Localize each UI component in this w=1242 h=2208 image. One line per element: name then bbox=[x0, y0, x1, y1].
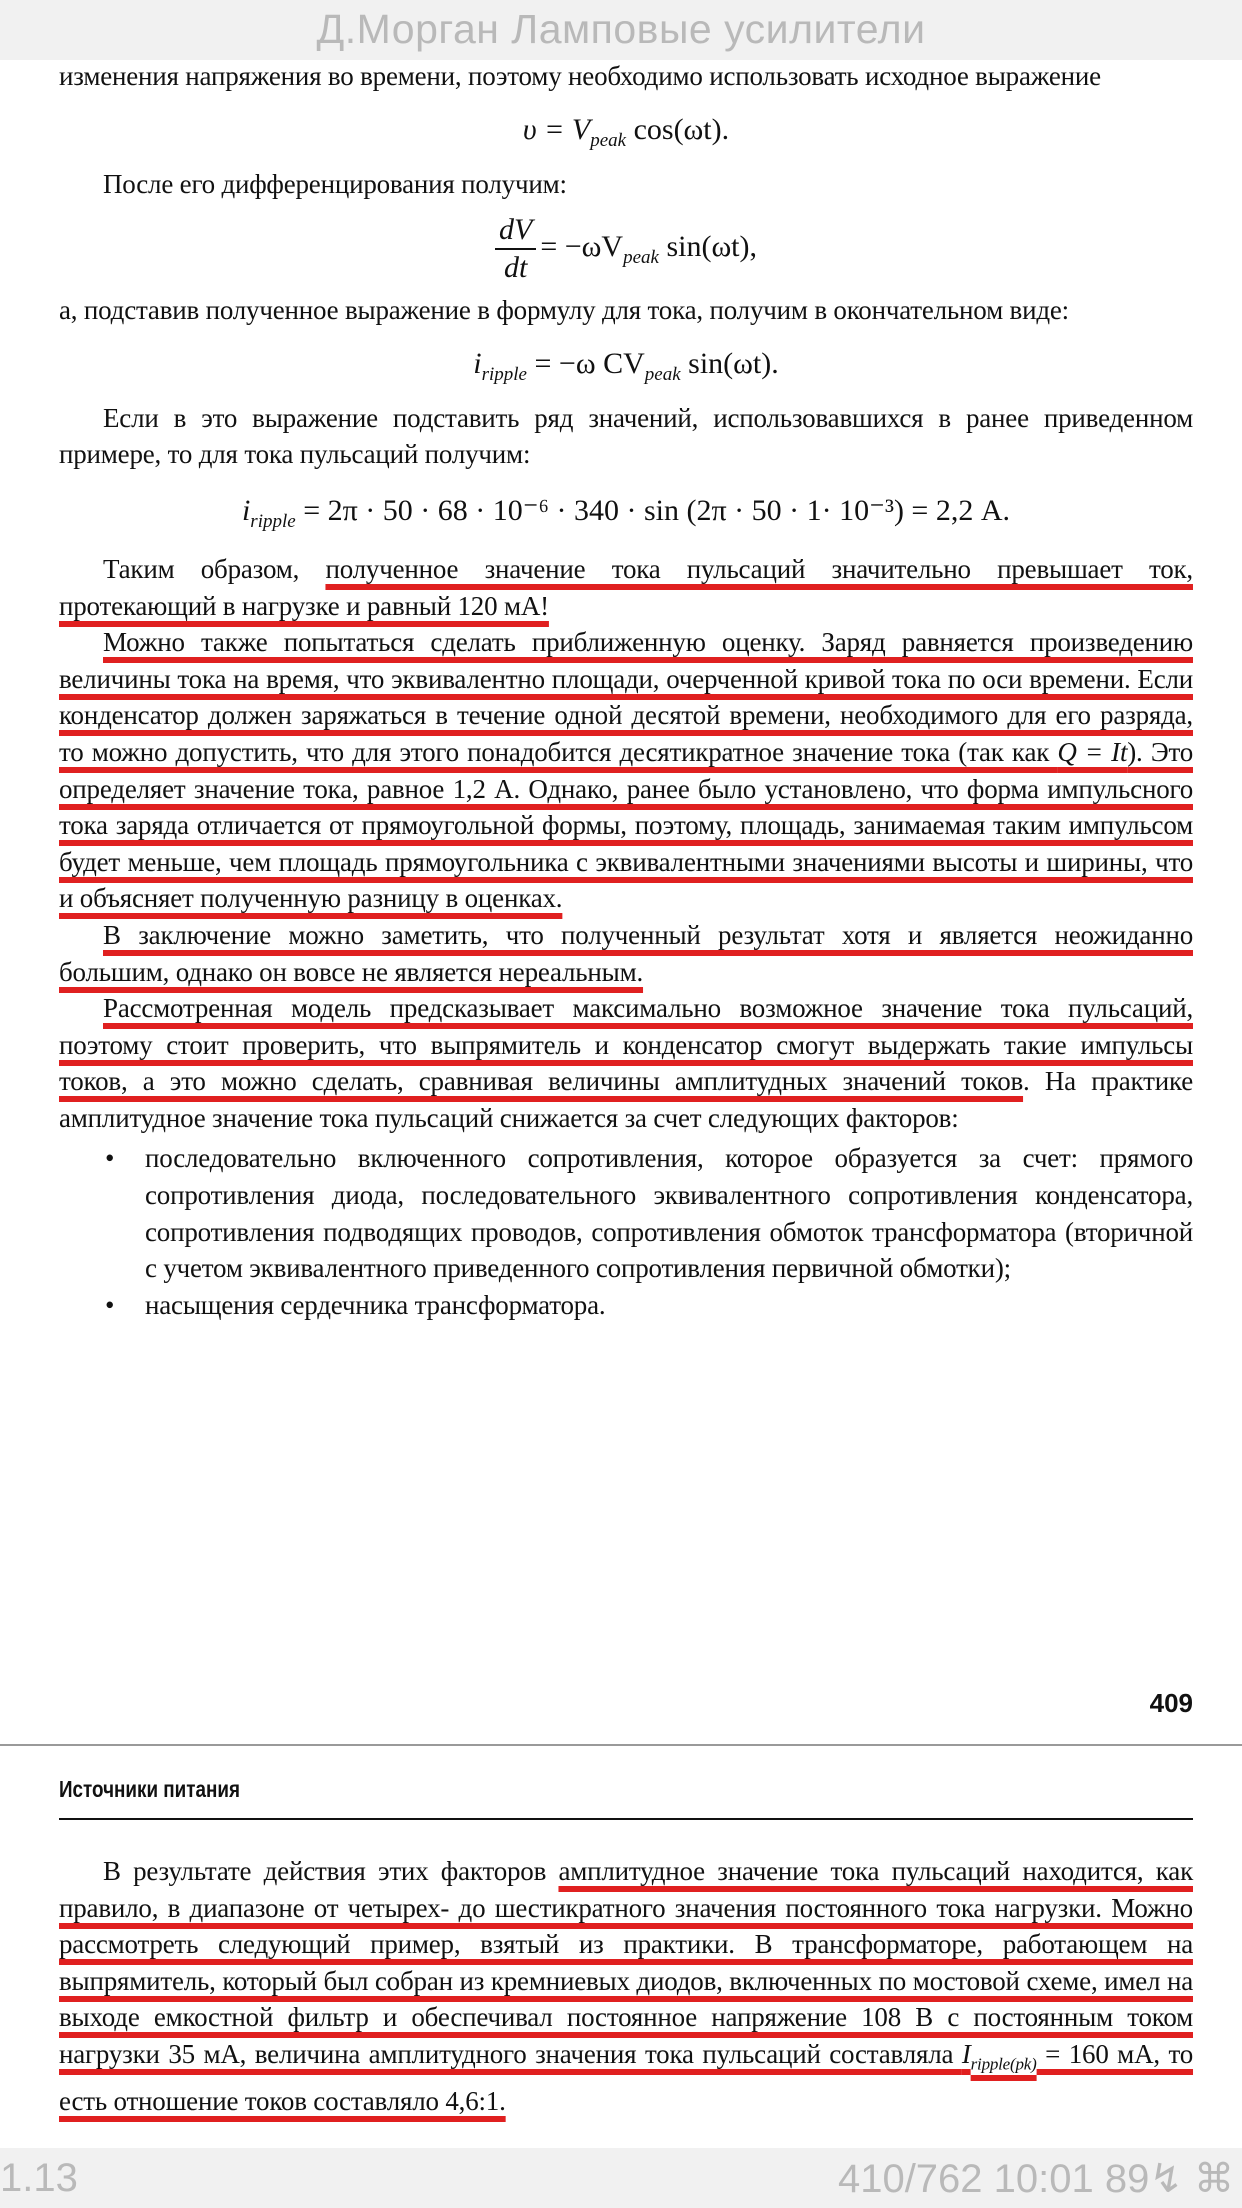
formula-derivative bbox=[59, 212, 1193, 286]
formula-derivative-rhs-b: sin(ωt), bbox=[658, 230, 758, 264]
page-number: 409 bbox=[1149, 1688, 1193, 1718]
factor-list bbox=[59, 1140, 1193, 1323]
formula-ripple-lhs: i bbox=[473, 346, 482, 380]
bullet-dot: • bbox=[105, 1289, 115, 1320]
highlight-estimate-formula[interactable]: Q = It bbox=[1057, 736, 1128, 767]
formula-ripple-rhs: sin(ωt). bbox=[680, 346, 779, 380]
paragraph-substitute: а, подставив полученное выражение в формулу для тока, получим в окончательном виде: bbox=[59, 295, 1069, 326]
list-item-text: насыщения сердечника трансформатора. bbox=[145, 1289, 606, 1320]
fraction-numerator: dV bbox=[495, 212, 536, 250]
running-head: Источники питания bbox=[59, 1776, 241, 1802]
book-page-410[interactable] bbox=[59, 1853, 1193, 2120]
formula-derivative-rhs-a: = −ωV bbox=[540, 230, 624, 264]
page-divider bbox=[0, 1744, 1242, 1746]
highlight-factors-var[interactable]: I bbox=[961, 2038, 971, 2069]
paragraph-factors-result bbox=[59, 1853, 1193, 2120]
formula-numeric bbox=[59, 493, 1193, 533]
highlight-model[interactable]: Рассмотренная модель предсказывает максимально возможное значение тока пульсаций, поэтому стоит проверить, что выпрямитель и конденсатор смогут выдержать такие импульсы токов, а это можно сделать, сравнивая величины амплитудных значений токов bbox=[59, 993, 1193, 1097]
formula-voltage-sub: peak bbox=[590, 129, 627, 151]
bullet-dot: • bbox=[105, 1143, 115, 1174]
book-page-409[interactable] bbox=[59, 58, 1193, 1323]
book-title: Д.Морган Ламповые усилители bbox=[316, 6, 926, 52]
highlight-conclusion[interactable]: В заключение можно заметить, что полученный результат хотя и является неожиданно большим, однако он вовсе не является нереальным. bbox=[59, 919, 1193, 987]
formula-derivative-sub: peak bbox=[623, 247, 659, 269]
highlight-factors-a[interactable]: амплитудное значение тока пульсаций находится, как правило, в диапазоне от четырех- до шестикратного значения постоянного тока нагрузки. Можно рассмотреть следующий пример, взятый из практики. В трансформаторе, работающем на выпрямитель, который был собран из кремниевых диодов, включенных по мостовой схеме, имел на выходе емкостной фильтр и обеспечивал постоянное напряжение 108 В с постоянным током нагрузки 35 мА, величина амплитудного значения тока пульсаций составляла bbox=[59, 1856, 1193, 2069]
formula-numeric-sub: ripple bbox=[250, 510, 296, 532]
page-status: 410/762 10:01 89↯ ⌘ bbox=[837, 2157, 1234, 2201]
formula-ripple-mid-sub: peak bbox=[644, 363, 681, 385]
highlight-factors-sub[interactable]: ripple(pk) bbox=[970, 2054, 1037, 2074]
paragraph-model-plain: . На практике амплитудное значение тока пульсаций снижается за счет следующих факторов: bbox=[59, 1066, 1193, 1133]
highlight-estimate-b[interactable]: ). Это определяет значение тока, равное 1,2 А. Однако, ранее было установлено, что форма импульсного тока заряда отличается от прямоугольной формы, поэтому, площадь, занимаемая таким импульсом будет меньше, чем площадь прямоугольника с эквивалентными значениями высоты и ширины, что и объясняет полученную разницу в оценках. bbox=[59, 736, 1193, 914]
paragraph-result bbox=[59, 551, 1193, 624]
paragraph-estimate bbox=[59, 624, 1193, 917]
list-item bbox=[105, 1287, 1193, 1324]
formula-ripple-lhs-sub: ripple bbox=[481, 363, 527, 385]
fraction-denominator: dt bbox=[503, 251, 528, 285]
formula-ripple-mid: = −ω CV bbox=[527, 346, 645, 380]
highlight-factors-b[interactable]: = 160 мА, то есть отношение токов составляло 4,6:1. bbox=[59, 2038, 1194, 2116]
chapter-position: 1.13 bbox=[0, 2156, 78, 2200]
formula-voltage-rhs: cos(ωt). bbox=[626, 112, 730, 146]
paragraph-conclusion bbox=[59, 917, 1193, 990]
formula-voltage-lhs: υ = V bbox=[522, 112, 591, 146]
paragraph-intro: изменения напряжения во времени, поэтому необходимо использовать исходное выражение bbox=[59, 61, 1101, 91]
formula-numeric-rhs: = 2π · 50 · 68 · 10⁻⁶ · 340 · sin (2π · 50 · 1· 10⁻³) = 2,2 А. bbox=[295, 493, 1011, 527]
paragraph-values: Если в это выражение подставить ряд значений, использовавшихся в ранее приведенном примере, то для тока пульсаций получим: bbox=[59, 402, 1193, 470]
highlight-result[interactable]: полученное значение тока пульсаций значительно превышает ток, протекающий в нагрузке и равный 120 мА! bbox=[59, 553, 1193, 621]
running-head-rule bbox=[59, 1818, 1193, 1820]
highlight-estimate-a[interactable]: Можно также попытаться сделать приближенную оценку. Заряд равняется произведению величины тока на время, что эквивалентно площади, очерченной кривой тока по оси времени. Если конденсатор должен заряжаться в течение одной десятой времени, необходимого для его разряда, то можно допустить, что для этого понадобится десятикратное значение тока (так как bbox=[59, 627, 1193, 767]
reader-top-bar[interactable] bbox=[0, 0, 1242, 60]
paragraph-factors-plain: В результате действия этих факторов bbox=[103, 1856, 559, 1886]
list-item bbox=[105, 1140, 1193, 1286]
reader-status-bar[interactable] bbox=[0, 2148, 1242, 2208]
formula-numeric-lhs: i bbox=[241, 493, 251, 527]
paragraph-model bbox=[59, 990, 1193, 1136]
list-item-text: последовательно включенного сопротивления, которое образуется за счет: прямого сопротивления диода, последовательного эквивалентного сопротивления конденсатора, сопротивления подводящих проводов, сопротивления обмоток трансформатора (вторичной с учетом эквивалентного приведенного сопротивления первичной обмотки); bbox=[145, 1143, 1193, 1284]
formula-ripple-current bbox=[59, 347, 1193, 386]
formula-voltage bbox=[59, 113, 1193, 152]
paragraph-result-plain: Таким образом, bbox=[103, 553, 326, 584]
fraction-dv-dt bbox=[495, 212, 536, 286]
paragraph-differentiate: После его дифференцирования получим: bbox=[103, 168, 567, 199]
